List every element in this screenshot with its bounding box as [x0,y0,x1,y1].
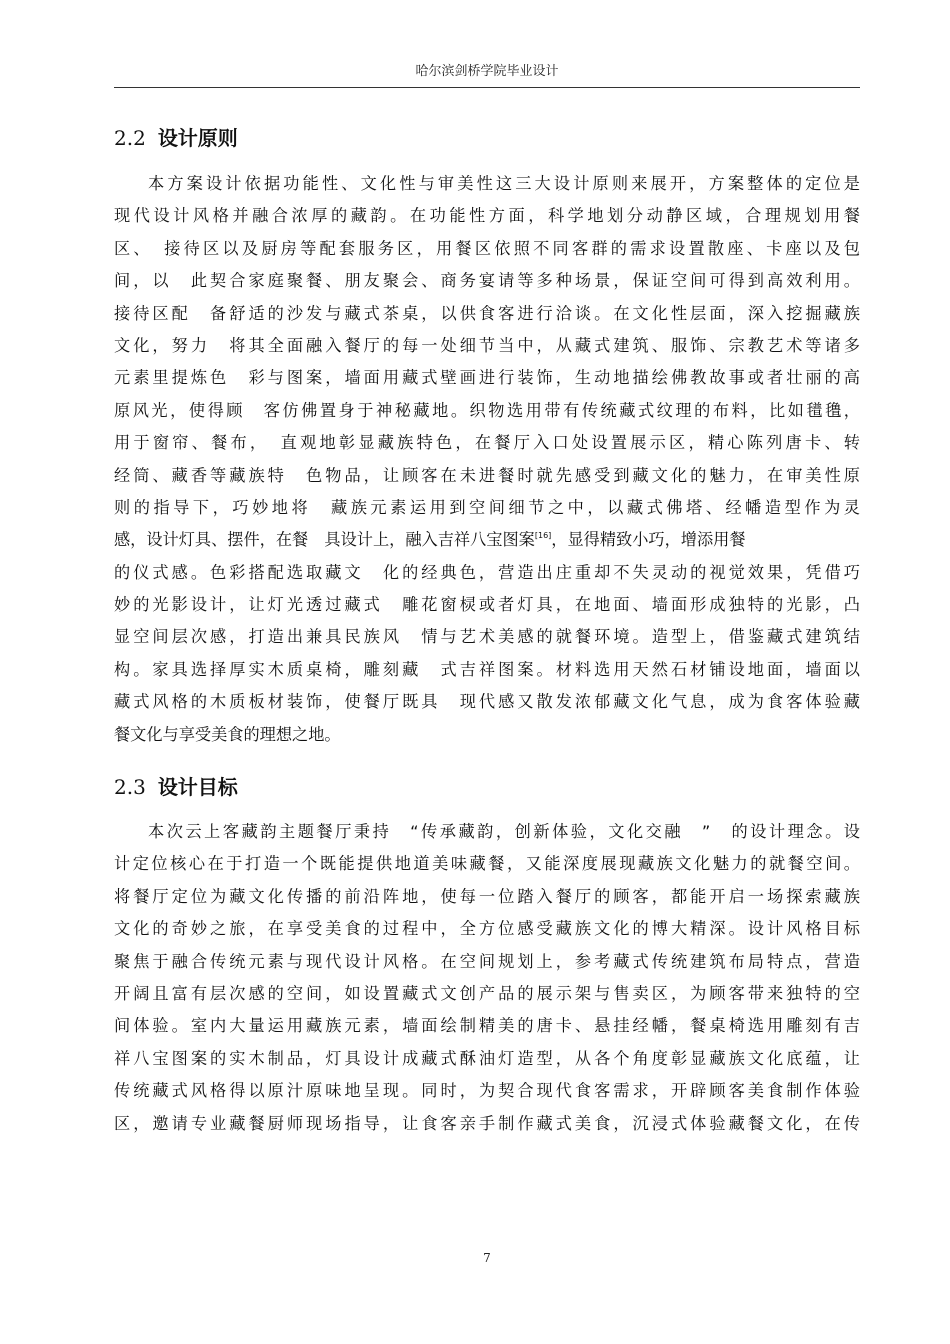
text-line: 经筒、藏香等藏族特 色物品，让顾客在未进餐时就先感受到藏文化的魅力，在审美性原 [114,465,860,485]
text-line: 藏式风格的木质板材装饰，使餐厅既具 现代感又散发浓郁藏文化气息，成为食客体验藏 [114,692,860,712]
text-line: 餐文化与享受美食的理想之地。 [114,724,341,744]
text-line: 传统藏式风格得以原汁原味地呈现。同时，为契合现代食客需求，开辟顾客美食制作体验 [114,1081,860,1101]
text-line-with-citation [114,524,860,556]
text-line: 则的指导下，巧妙地将 藏族元素运用到空间细节之中，以藏式佛塔、经幡造型作为灵 [114,497,860,517]
text-line: 间，以 此契合家庭聚餐、朋友聚会、商务宴请等多种场景，保证空间可得到高效利用。 [114,271,860,291]
text-line: 间体验。室内大量运用藏族元素，墙面绘制精美的唐卡、悬挂经幡，餐桌椅选用雕刻有吉 [114,1016,860,1036]
section-title: 设计原则 [157,126,238,150]
text-line: 元素里提炼色 彩与图案，墙面用藏式壁画进行装饰，生动地描绘佛教故事或者壮丽的高 [114,368,860,388]
text-line: 接待区配 备舒适的沙发与藏式茶桌，以供食客进行洽谈。在文化性层面，深入挖掘藏族 [114,303,860,323]
text-line: 构。家具选择厚实木质桌椅，雕刻藏 式吉祥图案。材料选用天然石材铺设地面，墙面以 [114,659,860,679]
section-heading-2-2 [114,124,238,152]
text-line: 文化，努力 将其全面融入餐厅的每一处细节当中，从藏式建筑、服饰、宗教艺术等诸多 [114,335,860,355]
text-line: 的仪式感。色彩搭配选取藏文 化的经典色，营造出庄重却不失灵动的视觉效果，凭借巧 [114,562,860,582]
text-line: 文化的奇妙之旅，在享受美食的过程中，全方位感受藏族文化的博大精深。设计风格目标 [114,919,860,939]
text-line: 原风光，使得顾 客仿佛置身于神秘藏地。织物选用带有传统藏式纹理的布料，比如氆氇， [114,400,860,420]
section-heading-2-3 [114,773,238,801]
text-line-tail: ，显得精致小巧，增添用餐 [551,530,746,550]
text-line: 开阔且富有层次感的空间，如设置藏式文创产品的展示架与售卖区，为顾客带来独特的空 [114,983,860,1003]
text-line: 现代设计风格并融合浓厚的藏韵。在功能性方面，科学地划分动静区域，合理规划用餐 [114,206,860,226]
text-line: 祥八宝图案的实木制品，灯具设计成藏式酥油灯造型，从各个角度彰显藏族文化底蕴，让 [114,1048,860,1068]
page-number: 7 [483,1251,491,1265]
text-line: 聚焦于融合传统元素与现代设计风格。在空间规划上，参考藏式传统建筑布局特点，营造 [114,951,860,971]
text-line: 计定位核心在于打造一个既能提供地道美味藏餐，又能深度展现藏族文化魅力的就餐空间。 [114,854,860,874]
running-header: 哈尔滨剑桥学院毕业设计 [415,64,559,79]
section-title: 设计目标 [157,775,238,799]
header-rule [114,87,860,88]
text-line: 显空间层次感，打造出兼具民族风 情与艺术美感的就餐环境。造型上，借鉴藏式建筑结 [114,627,860,647]
section-2-3-body [114,816,860,1140]
text-line: 妙的光影设计，让灯光透过藏式 雕花窗棂或者灯具，在地面、墙面形成独特的光影，凸 [114,595,860,615]
text-line: 感，设计灯具、摆件，在餐 具设计上，融入吉祥八宝图案 [114,530,535,550]
text-line: 用于窗帘、餐布， 直观地彰显藏族特色，在餐厅入口处设置展示区，精心陈列唐卡、转 [114,433,860,453]
text-line: 将餐厅定位为藏文化传播的前沿阵地，使每一位踏入餐厅的顾客，都能开启一场探索藏族 [114,886,860,906]
section-number: 2.2 [114,126,146,150]
text-line: 本方案设计依据功能性、文化性与审美性这三大设计原则来展开，方案整体的定位是 [148,174,860,193]
text-line: 区、 接待区以及厨房等配套服务区，用餐区依照不同客群的需求设置散座、卡座以及包 [114,238,860,258]
section-2-2-body [114,168,860,751]
text-line: 本次云上客藏韵主题餐厅秉持 “传承藏韵，创新体验，文化交融 ” 的设计理念。设 [148,822,860,841]
section-number: 2.3 [114,775,146,799]
citation-marker: [16] [534,531,552,541]
text-line: 区，邀请专业藏餐厨师现场指导，让食客亲手制作藏式美食，沉浸式体验藏餐文化，在传 [114,1113,860,1133]
